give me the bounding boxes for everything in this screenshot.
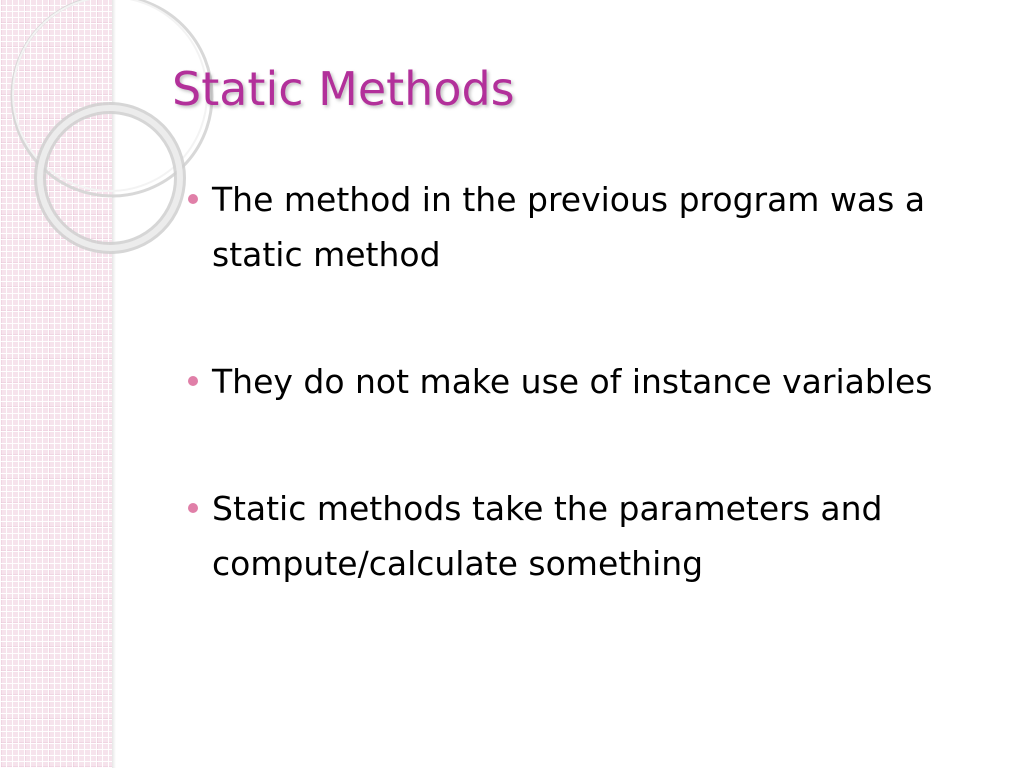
bullet-list [186,172,986,663]
decorative-rings [0,0,160,260]
slide-title: Static Methods [172,62,515,116]
bullet-text: The method in the previous program was a static method [212,180,926,274]
bullet-item [186,481,986,591]
bullet-dot-icon [188,503,198,513]
bullet-dot-icon [188,376,198,386]
bullet-text: They do not make use of instance variables [212,362,933,401]
bullet-item [186,354,986,409]
bullet-text: Static methods take the parameters and compute/calculate something [212,489,883,583]
bullet-dot-icon [188,194,198,204]
bullet-item [186,172,986,282]
